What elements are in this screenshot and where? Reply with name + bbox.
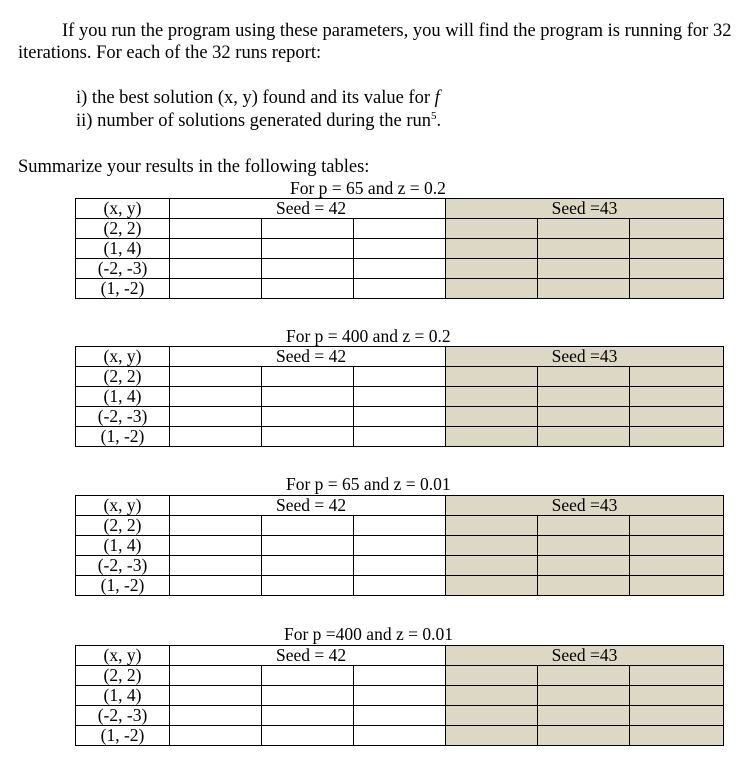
report-item-text: ii) number of solutions generated during the run xyxy=(76,111,432,131)
seed-43-cell[interactable] xyxy=(630,536,724,556)
seed-43-cell[interactable] xyxy=(630,576,724,596)
table-row xyxy=(76,576,724,596)
table-row xyxy=(76,219,724,239)
footnote-marker: 5 xyxy=(431,109,437,122)
seed-42-cell[interactable] xyxy=(262,576,354,596)
header-row xyxy=(76,496,724,516)
seed-42-header: Seed = 42 xyxy=(170,496,446,516)
seed-42-cell[interactable] xyxy=(170,726,262,746)
seed-42-cell[interactable] xyxy=(354,259,446,279)
table-row xyxy=(76,387,724,407)
results-table-3 xyxy=(75,495,724,596)
seed-43-cell[interactable] xyxy=(538,387,630,407)
seed-43-cell[interactable] xyxy=(630,556,724,576)
seed-43-cell[interactable] xyxy=(538,556,630,576)
seed-42-cell[interactable] xyxy=(262,556,354,576)
seed-43-cell[interactable] xyxy=(538,576,630,596)
seed-43-cell[interactable] xyxy=(630,686,724,706)
seed-42-cell[interactable] xyxy=(354,706,446,726)
row-label: (-2, -3) xyxy=(76,556,170,576)
seed-43-cell[interactable] xyxy=(630,516,724,536)
seed-43-cell[interactable] xyxy=(630,726,724,746)
seed-43-cell[interactable] xyxy=(538,726,630,746)
seed-42-cell[interactable] xyxy=(170,666,262,686)
seed-42-cell[interactable] xyxy=(170,279,262,299)
seed-42-cell[interactable] xyxy=(170,516,262,536)
seed-43-cell[interactable] xyxy=(446,427,538,447)
seed-42-cell[interactable] xyxy=(170,367,262,387)
table-row xyxy=(76,556,724,576)
seed-43-cell[interactable] xyxy=(630,706,724,726)
seed-42-cell[interactable] xyxy=(354,536,446,556)
seed-43-cell[interactable] xyxy=(538,407,630,427)
table-row xyxy=(76,686,724,706)
seed-43-cell[interactable] xyxy=(446,259,538,279)
table-row xyxy=(76,666,724,686)
seed-42-cell[interactable] xyxy=(170,239,262,259)
row-label: (-2, -3) xyxy=(76,259,170,279)
seed-42-cell[interactable] xyxy=(354,367,446,387)
seed-42-cell[interactable] xyxy=(354,556,446,576)
row-label: (-2, -3) xyxy=(76,407,170,427)
row-label: (2, 2) xyxy=(76,516,170,536)
seed-42-cell[interactable] xyxy=(170,686,262,706)
seed-42-cell[interactable] xyxy=(354,239,446,259)
seed-42-cell[interactable] xyxy=(262,427,354,447)
seed-43-cell[interactable] xyxy=(630,367,724,387)
seed-42-cell[interactable] xyxy=(170,387,262,407)
seed-43-cell[interactable] xyxy=(446,516,538,536)
table-row xyxy=(76,407,724,427)
seed-43-cell[interactable] xyxy=(538,686,630,706)
row-label: (2, 2) xyxy=(76,219,170,239)
table-row xyxy=(76,536,724,556)
seed-43-cell[interactable] xyxy=(538,367,630,387)
seed-42-cell[interactable] xyxy=(262,219,354,239)
report-item-solutions-count xyxy=(76,111,441,132)
seed-42-header: Seed = 42 xyxy=(170,199,446,219)
results-table-4 xyxy=(75,645,724,746)
row-label: (1, 4) xyxy=(76,686,170,706)
seed-43-cell[interactable] xyxy=(446,536,538,556)
seed-42-cell[interactable] xyxy=(262,686,354,706)
report-item-best-solution xyxy=(76,88,440,109)
seed-42-header: Seed = 42 xyxy=(170,347,446,367)
seed-43-cell[interactable] xyxy=(446,367,538,387)
seed-42-cell[interactable] xyxy=(262,239,354,259)
seed-42-cell[interactable] xyxy=(170,427,262,447)
seed-43-cell[interactable] xyxy=(538,279,630,299)
seed-42-cell[interactable] xyxy=(262,387,354,407)
seed-42-cell[interactable] xyxy=(170,259,262,279)
row-label: (1, -2) xyxy=(76,279,170,299)
seed-42-cell[interactable] xyxy=(354,279,446,299)
seed-43-cell[interactable] xyxy=(538,536,630,556)
seed-42-cell[interactable] xyxy=(262,516,354,536)
header-row xyxy=(76,199,724,219)
seed-43-cell[interactable] xyxy=(630,666,724,686)
seed-43-cell[interactable] xyxy=(446,556,538,576)
row-label: (2, 2) xyxy=(76,367,170,387)
header-row xyxy=(76,646,724,666)
row-label: (1, 4) xyxy=(76,387,170,407)
seed-42-cell[interactable] xyxy=(354,219,446,239)
seed-43-cell[interactable] xyxy=(446,706,538,726)
seed-43-header: Seed =43 xyxy=(446,496,724,516)
seed-43-cell[interactable] xyxy=(446,387,538,407)
summary-text: Summarize your results in the following tables: xyxy=(18,157,370,177)
seed-42-cell[interactable] xyxy=(170,706,262,726)
table-caption: For p = 65 and z = 0.01 xyxy=(286,474,451,494)
seed-43-cell[interactable] xyxy=(630,219,724,239)
intro-paragraph: If you run the program using these parameters, you will find the program is running for 32 iterations. For each of the 32 runs report: xyxy=(18,21,732,63)
seed-43-cell[interactable] xyxy=(446,219,538,239)
row-label: (1, -2) xyxy=(76,576,170,596)
seed-42-cell[interactable] xyxy=(354,726,446,746)
seed-43-cell[interactable] xyxy=(446,726,538,746)
row-label: (1, -2) xyxy=(76,427,170,447)
seed-43-header: Seed =43 xyxy=(446,347,724,367)
table-caption: For p = 65 and z = 0.2 xyxy=(290,178,446,198)
row-label: (x, y) xyxy=(76,646,170,666)
seed-43-cell[interactable] xyxy=(630,427,724,447)
seed-43-cell[interactable] xyxy=(446,666,538,686)
seed-42-cell[interactable] xyxy=(262,259,354,279)
table-row xyxy=(76,259,724,279)
seed-42-header: Seed = 42 xyxy=(170,646,446,666)
seed-43-cell[interactable] xyxy=(538,666,630,686)
seed-42-cell[interactable] xyxy=(170,219,262,239)
seed-42-cell[interactable] xyxy=(262,726,354,746)
table-row xyxy=(76,726,724,746)
seed-42-cell[interactable] xyxy=(262,536,354,556)
seed-42-cell[interactable] xyxy=(354,666,446,686)
seed-43-cell[interactable] xyxy=(538,219,630,239)
row-label: (x, y) xyxy=(76,496,170,516)
table-row xyxy=(76,427,724,447)
table-caption: For p =400 and z = 0.01 xyxy=(284,624,453,644)
table-row xyxy=(76,279,724,299)
seed-43-cell[interactable] xyxy=(630,239,724,259)
seed-42-cell[interactable] xyxy=(354,427,446,447)
seed-42-cell[interactable] xyxy=(170,407,262,427)
seed-42-cell[interactable] xyxy=(354,686,446,706)
header-row xyxy=(76,347,724,367)
row-label: (-2, -3) xyxy=(76,706,170,726)
report-item-end: . xyxy=(436,111,442,131)
seed-43-cell[interactable] xyxy=(538,516,630,536)
seed-43-cell[interactable] xyxy=(446,239,538,259)
seed-43-cell[interactable] xyxy=(446,407,538,427)
seed-43-cell[interactable] xyxy=(446,686,538,706)
seed-42-cell[interactable] xyxy=(354,576,446,596)
seed-43-cell[interactable] xyxy=(538,259,630,279)
seed-42-cell[interactable] xyxy=(354,516,446,536)
seed-43-header: Seed =43 xyxy=(446,199,724,219)
table-row xyxy=(76,516,724,536)
row-label: (1, 4) xyxy=(76,536,170,556)
row-label: (x, y) xyxy=(76,347,170,367)
table-row xyxy=(76,706,724,726)
seed-43-cell[interactable] xyxy=(538,427,630,447)
seed-42-cell[interactable] xyxy=(262,666,354,686)
row-label: (1, 4) xyxy=(76,239,170,259)
seed-42-cell[interactable] xyxy=(354,387,446,407)
seed-43-cell[interactable] xyxy=(538,706,630,726)
seed-43-cell[interactable] xyxy=(630,259,724,279)
row-label: (x, y) xyxy=(76,199,170,219)
seed-43-cell[interactable] xyxy=(630,407,724,427)
report-item-italic: f xyxy=(434,88,440,108)
seed-42-cell[interactable] xyxy=(170,556,262,576)
seed-43-header: Seed =43 xyxy=(446,646,724,666)
seed-42-cell[interactable] xyxy=(262,706,354,726)
seed-43-cell[interactable] xyxy=(630,279,724,299)
seed-42-cell[interactable] xyxy=(354,407,446,427)
results-table-1 xyxy=(75,198,724,299)
seed-42-cell[interactable] xyxy=(170,576,262,596)
results-table-2 xyxy=(75,346,724,447)
seed-43-cell[interactable] xyxy=(446,279,538,299)
seed-42-cell[interactable] xyxy=(170,536,262,556)
table-row xyxy=(76,367,724,387)
seed-42-cell[interactable] xyxy=(262,407,354,427)
seed-43-cell[interactable] xyxy=(630,387,724,407)
seed-42-cell[interactable] xyxy=(262,279,354,299)
seed-43-cell[interactable] xyxy=(538,239,630,259)
row-label: (2, 2) xyxy=(76,666,170,686)
report-item-text: i) the best solution (x, y) found and its value for xyxy=(76,88,435,108)
seed-42-cell[interactable] xyxy=(262,367,354,387)
row-label: (1, -2) xyxy=(76,726,170,746)
table-row xyxy=(76,239,724,259)
table-caption: For p = 400 and z = 0.2 xyxy=(286,326,451,346)
seed-43-cell[interactable] xyxy=(446,576,538,596)
